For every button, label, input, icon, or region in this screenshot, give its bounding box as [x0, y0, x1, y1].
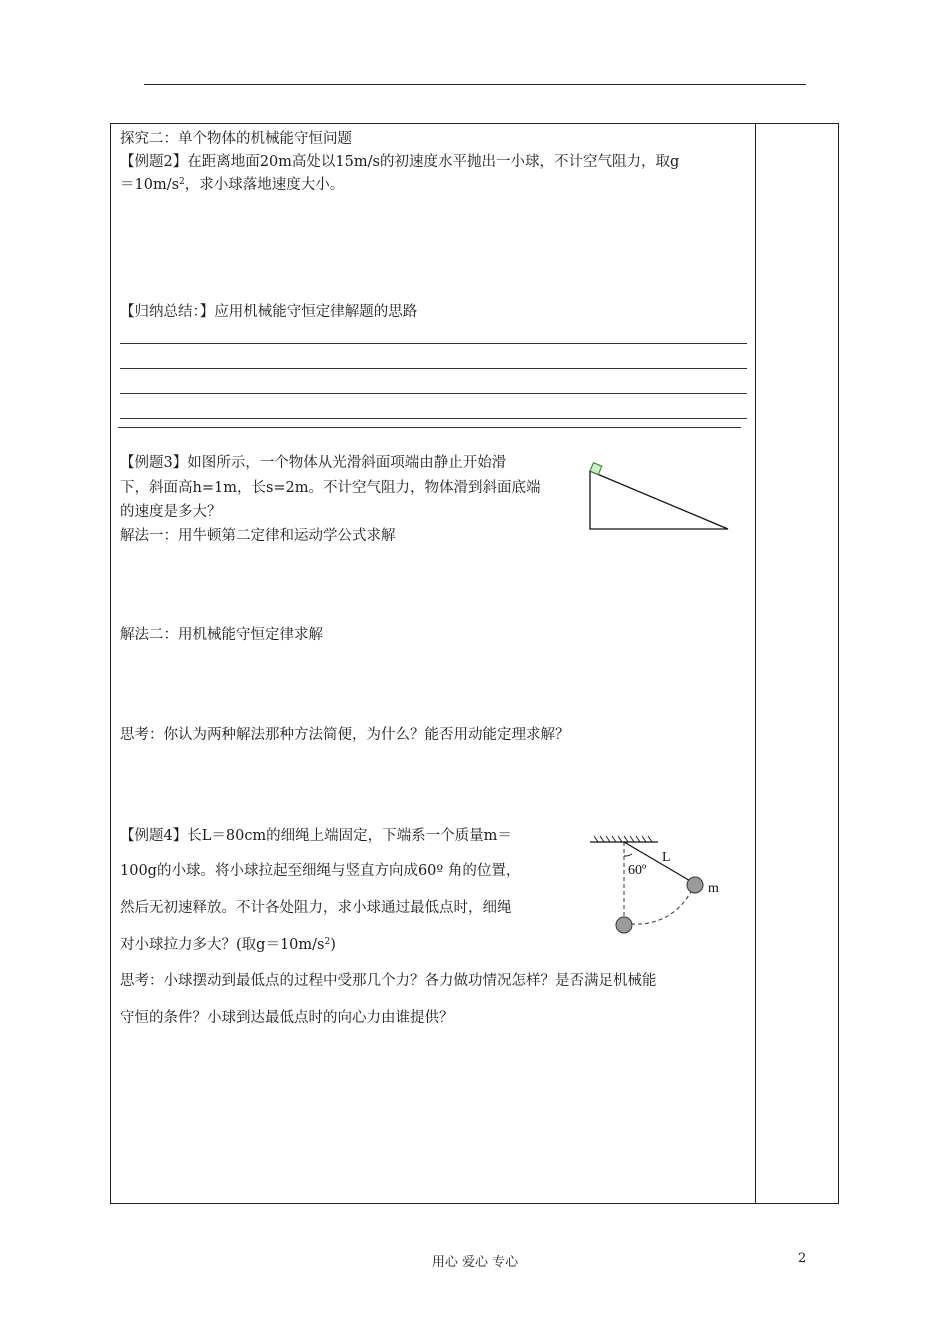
writing-line — [120, 393, 747, 394]
example2-line1: 【例题2】在距离地面20m高处以15m/s的初速度水平抛出一小球，不计空气阻力，取g — [120, 154, 680, 170]
summary-heading: 【归纳总结：】应用机械能守恒定律解题的思路 — [120, 304, 418, 320]
example3-line3: 的速度是多大？ — [120, 504, 222, 520]
writing-line — [120, 418, 747, 419]
example2-label: 【例题2】 — [120, 154, 188, 170]
footer-text: 用心 爱心 专心 — [431, 1255, 519, 1270]
angle-label: 60º — [628, 863, 647, 878]
worksheet-table — [110, 123, 839, 1204]
example3-method1: 解法一：用牛顿第二定律和运动学公式求解 — [120, 528, 396, 544]
summary-label: 【归纳总结：】 — [120, 304, 215, 320]
page-number: 2 — [798, 1251, 807, 1266]
example4-think-line2: 守恒的条件？小球到达最低点时的向心力由谁提供？ — [120, 1010, 454, 1026]
pendulum-figure — [588, 834, 738, 938]
angle-arc — [624, 854, 632, 856]
ball-lowest — [616, 917, 632, 933]
example3-think: 思考：你认为两种解法那种方法简便，为什么？能否用动能定理求解？ — [120, 727, 570, 743]
example2-line2: $=10m/s^2$，求小球落地速度大小。 — [120, 177, 345, 193]
example4-line1: 【例题4】长L＝80cm的细绳上端固定，下端系一个质量m＝ — [120, 828, 512, 844]
incline-figure — [584, 456, 736, 534]
writing-line — [120, 368, 747, 369]
ball-raised — [687, 877, 703, 893]
incline-triangle — [590, 471, 728, 529]
example3-method2: 解法二：用机械能守恒定律求解 — [120, 627, 323, 643]
example4-think-line1: 思考：小球摆动到最低点的过程中受那几个力？各力做功情况怎样？是否满足机械能 — [120, 973, 657, 989]
section2-title: 探究二：单个物体的机械能守恒问题 — [120, 131, 352, 147]
example4-line3: 然后无初速释放。不计各处阻力，求小球通过最低点时，细绳 — [120, 900, 512, 916]
example4-line4: 对小球拉力多大？(取$g=10m/s^2$) — [120, 937, 336, 953]
writing-line — [120, 343, 747, 344]
mass-label: m — [708, 881, 719, 896]
example3-label: 【例题3】 — [120, 455, 188, 471]
header-rule — [144, 84, 806, 85]
notes-column-divider — [755, 123, 756, 1204]
example3-line2: 下，斜面高h=1m，长s=2m。不计空气阻力，物体滑到斜面底端 — [120, 480, 541, 496]
length-label: L — [662, 850, 671, 865]
example3-line1: 【例题3】如图所示，一个物体从光滑斜面项端由静止开始滑 — [120, 455, 507, 471]
example4-label: 【例题4】 — [120, 828, 188, 844]
sliding-block — [590, 463, 602, 475]
example4-line2: 100g的小球。将小球拉起至细绳与竖直方向成60º 角的位置， — [120, 863, 521, 879]
swing-path — [631, 890, 692, 924]
writing-line — [118, 427, 741, 428]
